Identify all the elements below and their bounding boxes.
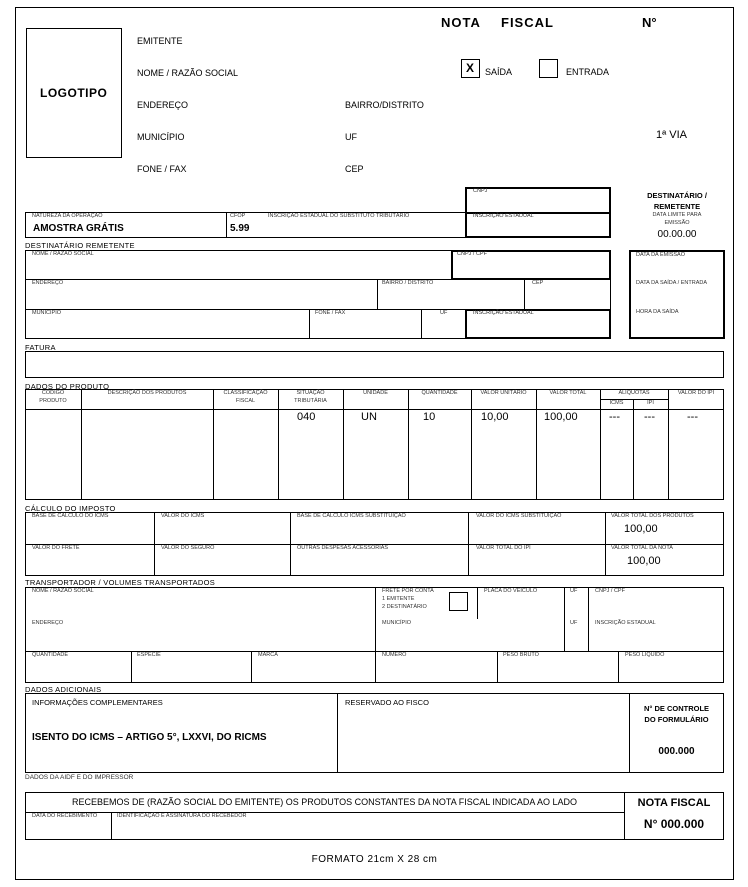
dest-divider-bairro (377, 279, 378, 309)
valor-icms-subst-label: VALOR DO ICMS SUBSTITUIÇÃO (476, 513, 562, 519)
frete-label-3: 2 DESTINATÁRIO (382, 604, 427, 610)
canhoto-mid-line (25, 812, 624, 813)
title-nota: NOTA (441, 15, 481, 30)
transp-ie-label: INSCRIÇÃO ESTADUAL (595, 620, 656, 626)
valor-total-produtos-value: 100,00 (624, 523, 658, 535)
transp-municipio-label: MUNICÍPIO (382, 620, 412, 626)
destinatario-section-title: DESTINATÁRIO REMETENTE (25, 241, 135, 250)
canhoto-numero: N° 000.000 (643, 817, 705, 831)
vol-col-4 (497, 651, 498, 683)
cnpj-emitente-label: CNPJ (473, 188, 488, 194)
placa-label: PLACA DO VEÍCULO (484, 588, 538, 594)
col-classificacao-1: CLASSIFICAÇÃO (223, 390, 268, 396)
ie-subst-label: INSCRIÇÃO ESTADUAL DO SUBSTITUTO TRIBUTÁRIO (268, 213, 410, 219)
row-icms: --- (609, 411, 620, 423)
data-emissao-label: DATA DA EMISSÃO (636, 252, 686, 258)
prod-col-7 (536, 389, 537, 500)
imp-col-4 (605, 512, 606, 576)
col-quantidade: QUANTIDADE (421, 390, 458, 396)
transp-col-cnpj (588, 587, 589, 651)
prod-col-3 (278, 389, 279, 500)
dest-endereco-label: ENDEREÇO (32, 280, 64, 286)
info-complementares-value: ISENTO DO ICMS – ARTIGO 5°, LXXVI, DO RICMS (32, 732, 267, 743)
saida-check-mark: X (466, 61, 475, 75)
imp-col-2 (290, 512, 291, 576)
valor-icms-label: VALOR DO ICMS (161, 513, 205, 519)
data-limite-label-1: DATA LIMITE PARA (652, 212, 702, 218)
frete-checkbox[interactable] (449, 592, 468, 611)
transp-uf2-label: UF (570, 620, 578, 626)
prod-col-2 (213, 389, 214, 500)
controle-label-2: DO FORMULÁRIO (644, 715, 709, 724)
col-valor-unitario: VALOR UNITÁRIO (480, 390, 527, 396)
valor-total-nota-value: 100,00 (627, 555, 661, 567)
vol-especie-label: ESPÉCIE (137, 652, 161, 658)
data-saida-label: DATA DA SAÍDA / ENTRADA (636, 280, 708, 286)
emitente-label: EMITENTE (137, 36, 183, 46)
valor-frete-label: VALOR DO FRETE (32, 545, 80, 551)
fone-fax-label: FONE / FAX (137, 164, 187, 174)
frete-label-1: FRETE POR CONTA (382, 588, 434, 594)
vol-col-2 (251, 651, 252, 683)
data-limite-label-2: EMISSÃO (664, 220, 690, 226)
valor-seguro-label: VALOR DO SEGURO (161, 545, 215, 551)
prod-col-10 (668, 389, 669, 500)
col-ipi: IPI (647, 400, 654, 406)
transp-nome-label: NOME / RAZÃO SOCIAL (32, 588, 94, 594)
dest-divider-fone (309, 309, 310, 339)
dest-cnpj-label: CNPJ / CPF (457, 251, 487, 257)
vol-marca-label: MARCA (258, 652, 278, 658)
row-quantidade: 10 (423, 411, 436, 423)
col-codigo-2: PRODUTO (39, 398, 67, 404)
transportador-section-title: TRANSPORTADOR / VOLUMES TRANSPORTADOS (25, 578, 216, 587)
vol-col-1 (131, 651, 132, 683)
municipio-label: MUNICÍPIO (137, 132, 185, 142)
dest-municipio-label: MUNICÍPIO (32, 310, 62, 316)
logo-placeholder: LOGOTIPO (40, 86, 108, 100)
vol-numero-label: NÚMERO (382, 652, 407, 658)
col-valor-ipi: VALOR DO IPI (677, 390, 715, 396)
dest-fone-label: FONE / FAX (315, 310, 346, 316)
dest-divider-uf (421, 309, 422, 339)
row-valor-unitario: 10,00 (481, 411, 509, 423)
col-situacao-2: TRIBUTÁRIA (294, 398, 327, 404)
controle-label-1: N° DE CONTROLE (643, 704, 710, 713)
vol-col-3 (375, 651, 376, 683)
data-limite-value: 00.00.00 (657, 229, 697, 240)
natureza-value: AMOSTRA GRÁTIS (33, 223, 124, 234)
col-aliquotas: ALÍQUOTAS (618, 390, 650, 396)
prod-col-5 (408, 389, 409, 500)
dest-nome-label: NOME / RAZÃO SOCIAL (32, 251, 94, 257)
title-numero: N° (642, 15, 657, 30)
aidf-label: DADOS DA AIDF E DO IMPRESSOR (25, 774, 134, 781)
controle-value: 000.000 (658, 746, 695, 757)
endereco-label: ENDEREÇO (137, 100, 189, 110)
hora-saida-label: HORA DA SAÍDA (636, 309, 679, 315)
dest-ie-label: INSCRIÇÃO ESTADUAL (473, 310, 534, 316)
identificacao-label: IDENTIFICAÇÃO E ASSINATURA DO RECEBEDOR (117, 813, 247, 819)
nome-razao-label: NOME / RAZÃO SOCIAL (137, 68, 239, 78)
transp-uf-label: UF (570, 588, 578, 594)
natureza-label: NATUREZA DA OPERAÇÃO (32, 213, 103, 219)
reservado-fisco-label: RESERVADO AO FISCO (345, 698, 429, 707)
entrada-checkbox[interactable] (539, 59, 558, 78)
fatura-section-title: FATURA (25, 343, 56, 352)
adicionais-section-title: DADOS ADICIONAIS (25, 685, 102, 694)
row-valor-total: 100,00 (544, 411, 578, 423)
transp-col-uf (564, 587, 565, 651)
frete-label-2: 1 EMITENTE (382, 596, 415, 602)
col-icms: ICMS (609, 400, 624, 406)
uf-label: UF (345, 132, 357, 142)
col-codigo-1: CÓDIGO (41, 390, 65, 396)
prod-col-9 (633, 400, 634, 500)
imposto-section-title: CÁLCULO DO IMPOSTO (25, 504, 116, 513)
produto-header-line (25, 409, 724, 410)
row-ipi: --- (644, 411, 655, 423)
row-valor-ipi: --- (687, 411, 698, 423)
imp-col-3 (468, 512, 469, 576)
info-complementares-label: INFORMAÇÕES COMPLEMENTARES (32, 698, 163, 707)
cfop-value: 5.99 (230, 223, 250, 234)
ie-emitente-label: INSCRIÇÃO ESTADUAL (473, 213, 534, 219)
outras-despesas-label: OUTRAS DESPESAS ACESSÓRIAS (297, 545, 389, 551)
col-unidade: UNIDADE (363, 390, 388, 396)
adic-col-1 (337, 693, 338, 773)
prod-col-6 (471, 389, 472, 500)
via-label: 1ª VIA (656, 129, 687, 141)
data-recebimento-label: DATA DO RECEBIMENTO (32, 813, 98, 819)
canhoto-nota-fiscal: NOTA FISCAL (637, 797, 711, 809)
vol-peso-liquido-label: PESO LÍQUIDO (625, 652, 665, 658)
datas-box (629, 250, 725, 339)
transp-cnpj-label: CNPJ / CPF (595, 588, 625, 594)
natureza-divider-1 (226, 212, 227, 238)
valor-total-produtos-label: VALOR TOTAL DOS PRODUTOS (611, 513, 694, 519)
vol-peso-bruto-label: PESO BRUTO (503, 652, 539, 658)
col-descricao: DESCRIÇÃO DOS PRODUTOS (107, 390, 187, 396)
dest-rem-title-1: DESTINATÁRIO / (647, 191, 707, 200)
dest-uf-label: UF (440, 310, 448, 316)
row-situacao: 040 (297, 411, 316, 423)
bairro-label: BAIRRO/DISTRITO (345, 100, 424, 110)
dest-cep-label: CEP (532, 280, 544, 286)
base-icms-label: BASE DE CÁLCULO DO ICMS (32, 513, 109, 519)
formato-label: FORMATO 21cm X 28 cm (311, 854, 438, 865)
col-classificacao-2: FISCAL (235, 398, 256, 404)
saida-label: SAÍDA (485, 67, 513, 77)
vol-col-5 (618, 651, 619, 683)
prod-col-1 (81, 389, 82, 500)
fatura-box[interactable] (25, 351, 724, 378)
cep-label: CEP (345, 164, 364, 174)
transp-endereco-label: ENDEREÇO (32, 620, 64, 626)
canhoto-col-data (111, 812, 112, 840)
valor-total-ipi-label: VALOR TOTAL DO IPI (476, 545, 531, 551)
row-unidade: UN (361, 411, 377, 423)
imp-col-1 (154, 512, 155, 576)
transp-col-nome (375, 587, 376, 651)
prod-col-4 (343, 389, 344, 500)
dest-rem-title-2: REMETENTE (653, 202, 701, 211)
transp-col-placa (477, 587, 478, 619)
cfop-label: CFOP (230, 213, 246, 219)
dest-divider-cep (524, 279, 525, 309)
vol-quantidade-label: QUANTIDADE (32, 652, 69, 658)
col-valor-total: VALOR TOTAL (549, 390, 587, 396)
dest-bairro-label: BAIRRO / DISTRITO (382, 280, 434, 286)
title-fiscal: FISCAL (501, 15, 554, 30)
recebemos-text: RECEBEMOS DE (RAZÃO SOCIAL DO EMITENTE) OS PRODUTOS CONSTANTES DA NOTA FISCAL INDICADA AO LADO (72, 797, 577, 807)
col-situacao-1: SITUAÇÃO (296, 390, 325, 396)
valor-total-nota-label: VALOR TOTAL DA NOTA (611, 545, 673, 551)
produto-section-title: DADOS DO PRODUTO (25, 382, 110, 391)
base-icms-subst-label: BASE DE CÁLCULO ICMS SUBSTITUIÇÃO (297, 513, 406, 519)
entrada-label: ENTRADA (566, 67, 610, 77)
